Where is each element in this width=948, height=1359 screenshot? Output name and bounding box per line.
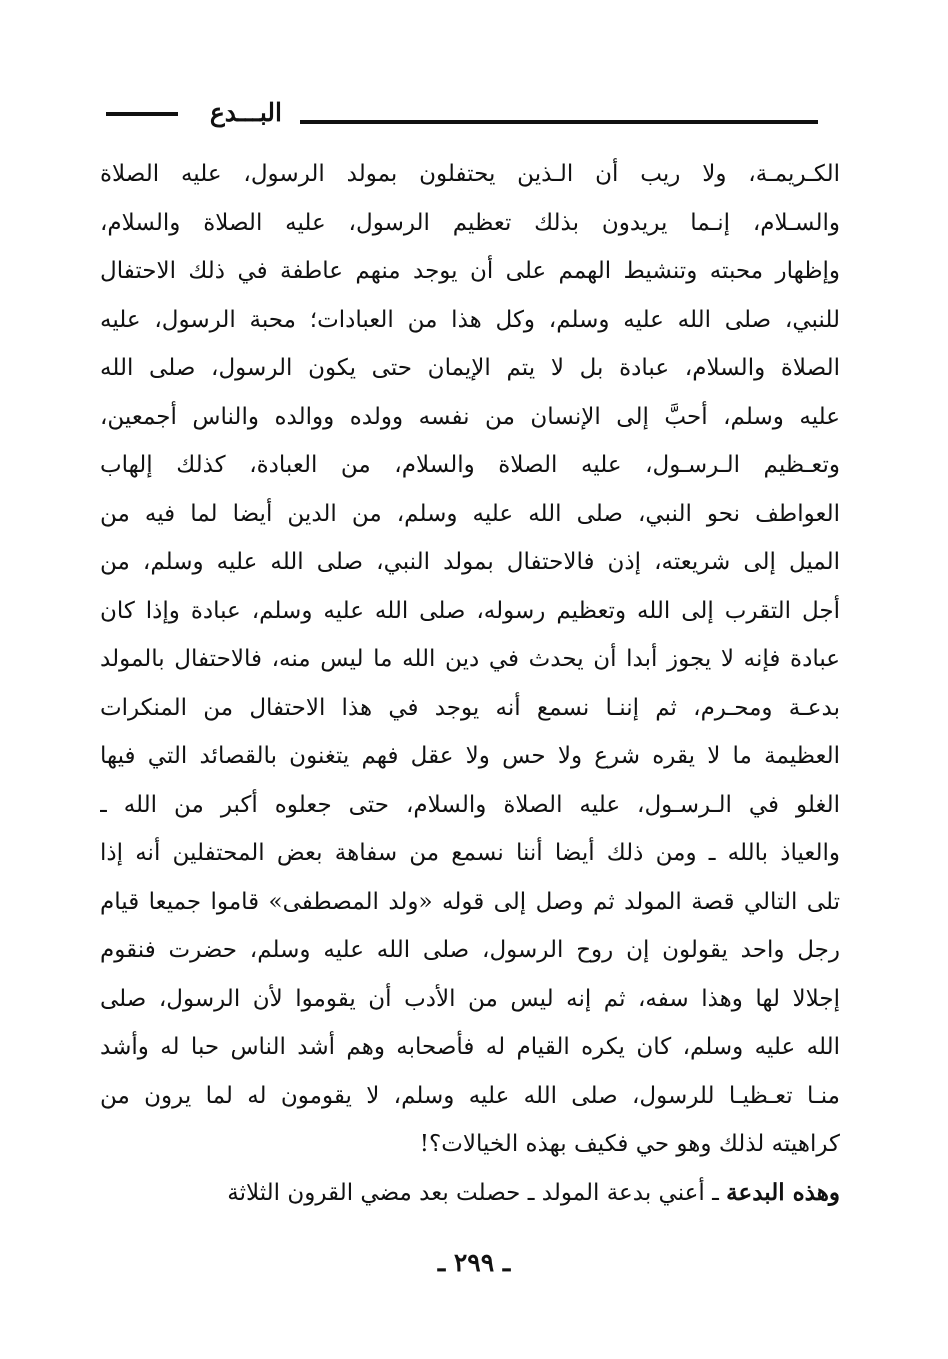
- page-number: ـ ٢٩٩ ـ: [437, 1248, 511, 1277]
- text-line: عليه وسلم، أحبَّ إلى الإنسان من نفسه وولده ووالده والناس أجمعين،: [100, 403, 840, 430]
- text-line: الله عليه وسلم، كان يكره القيام له فأصحابه وهم أشد الناس حبا له وأشد: [100, 1034, 840, 1060]
- bold-phrase: وهذه البدعة: [726, 1178, 840, 1206]
- text-line: وإظهار محبته وتنشيط الهمم على أن يوجد منهم عاطفة في ذلك الاحتفال: [100, 258, 840, 284]
- text-line: والعياذ بالله ـ ومن ذلك أيضا أننا نسمع من سفاهة بعض المحتفلين أنه إذا: [100, 840, 840, 866]
- text-line: العظيمة ما لا يقره شرع ولا حس ولا عقل فهم يتغنون بالقصائد التي فيها: [100, 743, 840, 769]
- text-line: إجلالا لها وهذا سفه، ثم إنه ليس من الأدب أن يقوموا لأن الرسول، صلى: [100, 985, 840, 1012]
- text-line: الكـريمـة، ولا ريب أن الـذين يحتفلون بمولد الرسول، عليه الصلاة: [100, 161, 840, 187]
- text-line: تلى التالي قصة المولد ثم وصل إلى قوله «ولد المصطفى» قاموا جميعا قيام: [100, 888, 840, 915]
- text-line-final: [100, 1169, 840, 1218]
- text-line: والسـلام، إنـما يريدون بذلك تعظيم الرسول، عليه الصلاة والسلام،: [100, 209, 840, 236]
- running-header: [100, 98, 818, 132]
- body-text: [100, 150, 840, 1217]
- header-title: البـــدع: [209, 98, 282, 127]
- text-line: العواطف نحو النبي، صلى الله عليه وسلم، من الدين أيضا لما فيه من: [100, 500, 840, 527]
- text-line: رجل واحد يقولون إن روح الرسول، صلى الله عليه وسلم، حضرت فنقوم: [100, 937, 840, 963]
- text-line: عبادة فإنه لا يجوز أبدا أن يحدث في دين الله ما ليس منه، فالاحتفال بالمولد: [100, 646, 840, 672]
- text-line: الصلاة والسلام، عبادة بل لا يتم الإيمان حتى يكون الرسول، صلى الله: [100, 355, 840, 381]
- final-line-rest: ـ أعني بدعة المولد ـ حصلت بعد مضي القرون الثلاثة: [227, 1179, 727, 1206]
- text-line: وتعـظيم الـرسـول، عليه الصلاة والسلام، من العبادة، كذلك إلهاب: [100, 452, 840, 478]
- text-line: بدعـة ومحـرم، ثم إننـا نسمع أنه يوجد في هذا الاحتفال من المنكرات: [100, 694, 840, 721]
- text-line: الغلو في الـرسـول، عليه الصلاة والسلام، حتى جعلوه أكبر من الله ـ: [100, 791, 840, 818]
- text-line: الميل إلى شريعته، إذن فالاحتفال بمولد النبي، صلى الله عليه وسلم، من: [100, 549, 840, 575]
- text-line: للنبي، صلى الله عليه وسلم، وكل هذا من العبادات؛ محبة الرسول، عليه: [100, 306, 840, 333]
- header-rule-right: [300, 120, 818, 124]
- header-rule-left: [106, 112, 178, 116]
- text-line: أجل التقرب إلى الله وتعظيم رسوله، صلى الله عليه وسلم، عبادة وإذا كان: [100, 597, 840, 624]
- text-line: كراهيته لذلك وهو حي فكيف بهذه الخيالات؟!: [419, 1131, 840, 1157]
- text-line: منـا تعـظيـا للرسول، صلى الله عليه وسلم، لا يقومون له لما يرون من: [100, 1082, 840, 1109]
